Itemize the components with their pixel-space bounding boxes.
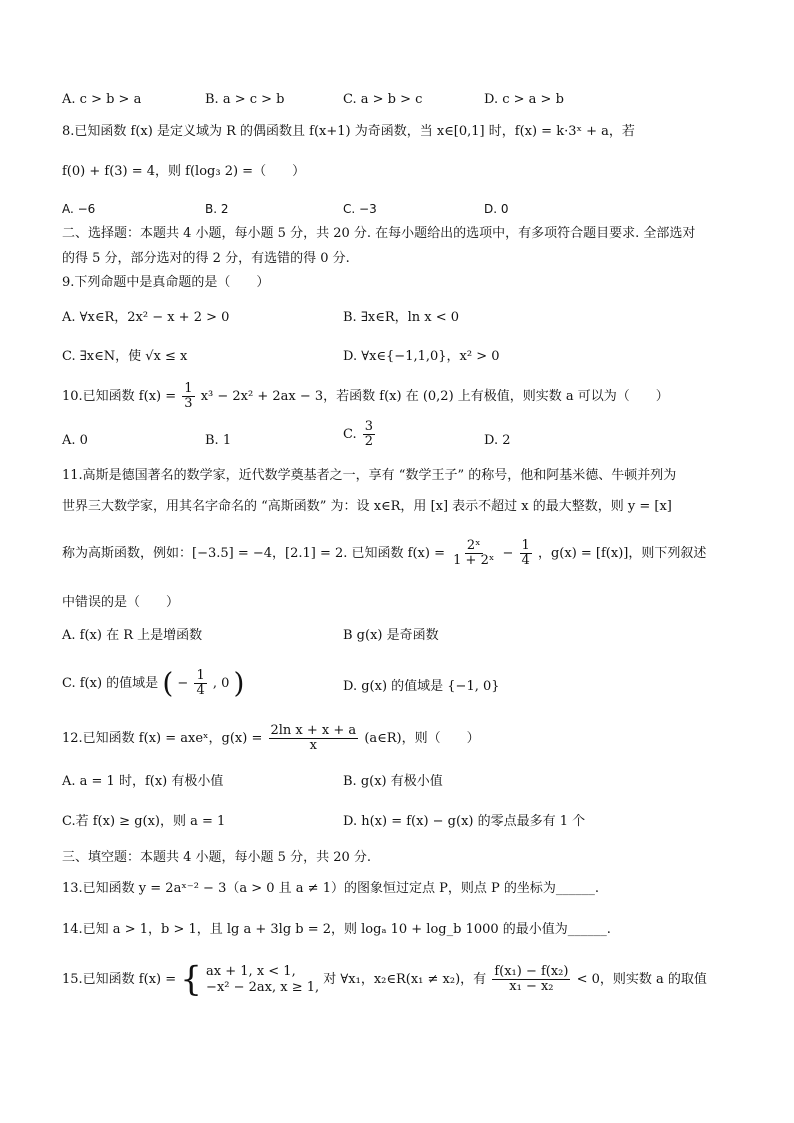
- q15-case2: −x² − 2ax, x ≥ 1,: [206, 979, 320, 995]
- q8-option-a: A. −6: [62, 202, 96, 216]
- q13-stem: 13.已知函数 y = 2aˣ⁻² − 3（a > 0 且 a ≠ 1）的图象恒过定点 P，则点 P 的坐标为______.: [62, 881, 599, 896]
- q11-option-c-minus: −: [177, 676, 189, 691]
- q12-stem: [62, 722, 480, 756]
- q8-stem-line1: 8.已知函数 f(x) 是定义域为 R 的偶函数且 f(x+1) 为奇函数，当 x∈[0,1] 时，f(x) = k·3ˣ + a，若: [62, 124, 635, 139]
- q10-option-a: A. 0: [62, 433, 88, 448]
- q10-fraction-den: 3: [184, 396, 193, 411]
- q11-f-num: 2ˣ: [466, 538, 481, 553]
- q11-option-c-post: , 0: [212, 676, 230, 691]
- q15-diff-fraction: [492, 965, 570, 994]
- q14-stem: 14.已知 a > 1，b > 1，且 lg a + 3lg b = 2，则 logₐ 10 + log_b 1000 的最小值为______.: [62, 922, 611, 937]
- q12-g-num: 2ln x + x + a: [270, 723, 357, 738]
- q12-stem-pre: 12.已知函数 f(x) = axeˣ，g(x) =: [62, 731, 263, 746]
- q12-option-c: C.若 f(x) ≥ g(x)，则 a = 1: [62, 814, 226, 829]
- q10-option-c-fraction: [363, 420, 375, 449]
- q15-stem: [62, 960, 707, 1000]
- q15-brace: {: [180, 959, 202, 1000]
- q11-option-a: A. f(x) 在 R 上是增函数: [62, 628, 203, 643]
- q12-option-b: B. g(x) 有极小值: [343, 774, 443, 789]
- q11-line4: 中错误的是（ ）: [62, 595, 180, 610]
- q11-quarter-den: 4: [521, 553, 530, 568]
- q15-case1: ax + 1, x < 1,: [206, 963, 296, 979]
- q11-line3: [62, 538, 706, 570]
- q10-stem-pre: 10.已知函数 f(x) =: [62, 389, 177, 404]
- q11-quarter-fraction: [520, 539, 532, 568]
- q9-stem: 9.下列命题中是真命题的是（ ）: [62, 275, 270, 290]
- q10-option-c: [343, 420, 377, 450]
- q11-line3-pre: 称为高斯函数，例如：[−3.5] = −4，[2.1] = 2. 已知函数 f(x) =: [62, 546, 445, 561]
- q7-option-b: B. a > c > b: [205, 92, 285, 107]
- q15-mid: 对 ∀x₁，x₂∈R(x₁ ≠ x₂)，有: [323, 972, 487, 987]
- q8-option-b: B. 2: [205, 202, 229, 216]
- q10-stem: [62, 382, 669, 412]
- section2-heading-line1: 二、选择题：本题共 4 小题，每小题 5 分，共 20 分. 在每小题给出的选项中，有多项符合题目要求. 全部选对: [62, 226, 696, 241]
- q11-option-c-rparen: ): [233, 666, 245, 700]
- q11-line1: 11.高斯是德国著名的数学家，近代数学奠基者之一，享有 “数学王子” 的称号，他和阿基米德、牛顿并列为: [62, 468, 677, 483]
- q15-stem-post: < 0，则实数 a 的取值: [576, 972, 707, 987]
- q12-option-a: A. a = 1 时，f(x) 有极小值: [62, 774, 224, 789]
- q8-option-d: D. 0: [484, 202, 509, 216]
- q15-piecewise: [206, 964, 319, 996]
- q15-diff-den: x₁ − x₂: [509, 979, 554, 994]
- q9-option-a: A. ∀x∈R，2x² − x + 2 > 0: [62, 310, 230, 325]
- q10-fraction: [182, 382, 194, 411]
- q10-option-b: B. 1: [205, 433, 232, 448]
- q11-f-fraction: [451, 539, 496, 568]
- section2-heading-line2: 的得 5 分，部分选对的得 2 分，有选错的得 0 分.: [62, 251, 350, 266]
- q15-stem-pre: 15.已知函数 f(x) =: [62, 972, 177, 987]
- q7-option-d: D. c > a > b: [484, 92, 564, 107]
- q11-option-d: D. g(x) 的值域是 {−1, 0}: [343, 679, 500, 694]
- q10-option-c-den: 2: [364, 434, 374, 449]
- section3-heading: 三、填空题：本题共 4 小题，每小题 5 分，共 20 分.: [62, 850, 372, 865]
- q10-option-c-num: 3: [364, 419, 374, 434]
- q10-stem-post: x³ − 2x² + 2ax − 3，若函数 f(x) 在 (0,2) 上有极值，则实数 a 可以为（ ）: [200, 389, 669, 404]
- q12-g-fraction: [269, 724, 359, 753]
- q12-g-den: x: [309, 738, 317, 753]
- q10-option-c-label: C.: [343, 427, 357, 442]
- q8-stem-line2: f(0) + f(3) = 4，则 f(log₃ 2) =（ ）: [62, 164, 306, 179]
- q8-option-c: C. −3: [343, 202, 377, 216]
- q11-quarter-num: 1: [521, 538, 530, 553]
- q11-option-c-pre: C. f(x) 的值域是: [62, 676, 159, 691]
- q10-option-d: D. 2: [484, 433, 511, 448]
- q11-line2: 世界三大数学家，用其名字命名的 “高斯函数” 为：设 x∈R，用 [x] 表示不超过 x 的最大整数，则 y = [x]: [62, 499, 672, 514]
- q11-option-c-lparen: (: [162, 666, 174, 700]
- q11-option-c: [62, 666, 244, 702]
- q9-option-c: C. ∃x∈N，使 √x ≤ x: [62, 349, 188, 364]
- q12-option-d: D. h(x) = f(x) − g(x) 的零点最多有 1 个: [343, 814, 586, 829]
- q7-option-a: A. c > b > a: [62, 92, 142, 107]
- q15-diff-num: f(x₁) − f(x₂): [494, 964, 569, 979]
- q11-f-den: 1 + 2ˣ: [453, 553, 495, 568]
- q11-minus: −: [502, 546, 514, 561]
- q11-option-c-fraction: [194, 669, 206, 698]
- q12-stem-post: (a∈R)，则（ ）: [364, 731, 480, 746]
- q9-option-b: B. ∃x∈R，ln x < 0: [343, 310, 460, 325]
- q10-fraction-num: 1: [184, 381, 193, 396]
- q11-line3-post: ，g(x) = [f(x)]，则下列叙述: [537, 546, 707, 561]
- q7-option-c: C. a > b > c: [343, 92, 423, 107]
- q11-option-b: B g(x) 是奇函数: [343, 628, 439, 643]
- q11-option-c-num: 1: [196, 668, 205, 683]
- q11-option-c-den: 4: [196, 683, 205, 698]
- q9-option-d: D. ∀x∈{−1,1,0}，x² > 0: [343, 349, 500, 364]
